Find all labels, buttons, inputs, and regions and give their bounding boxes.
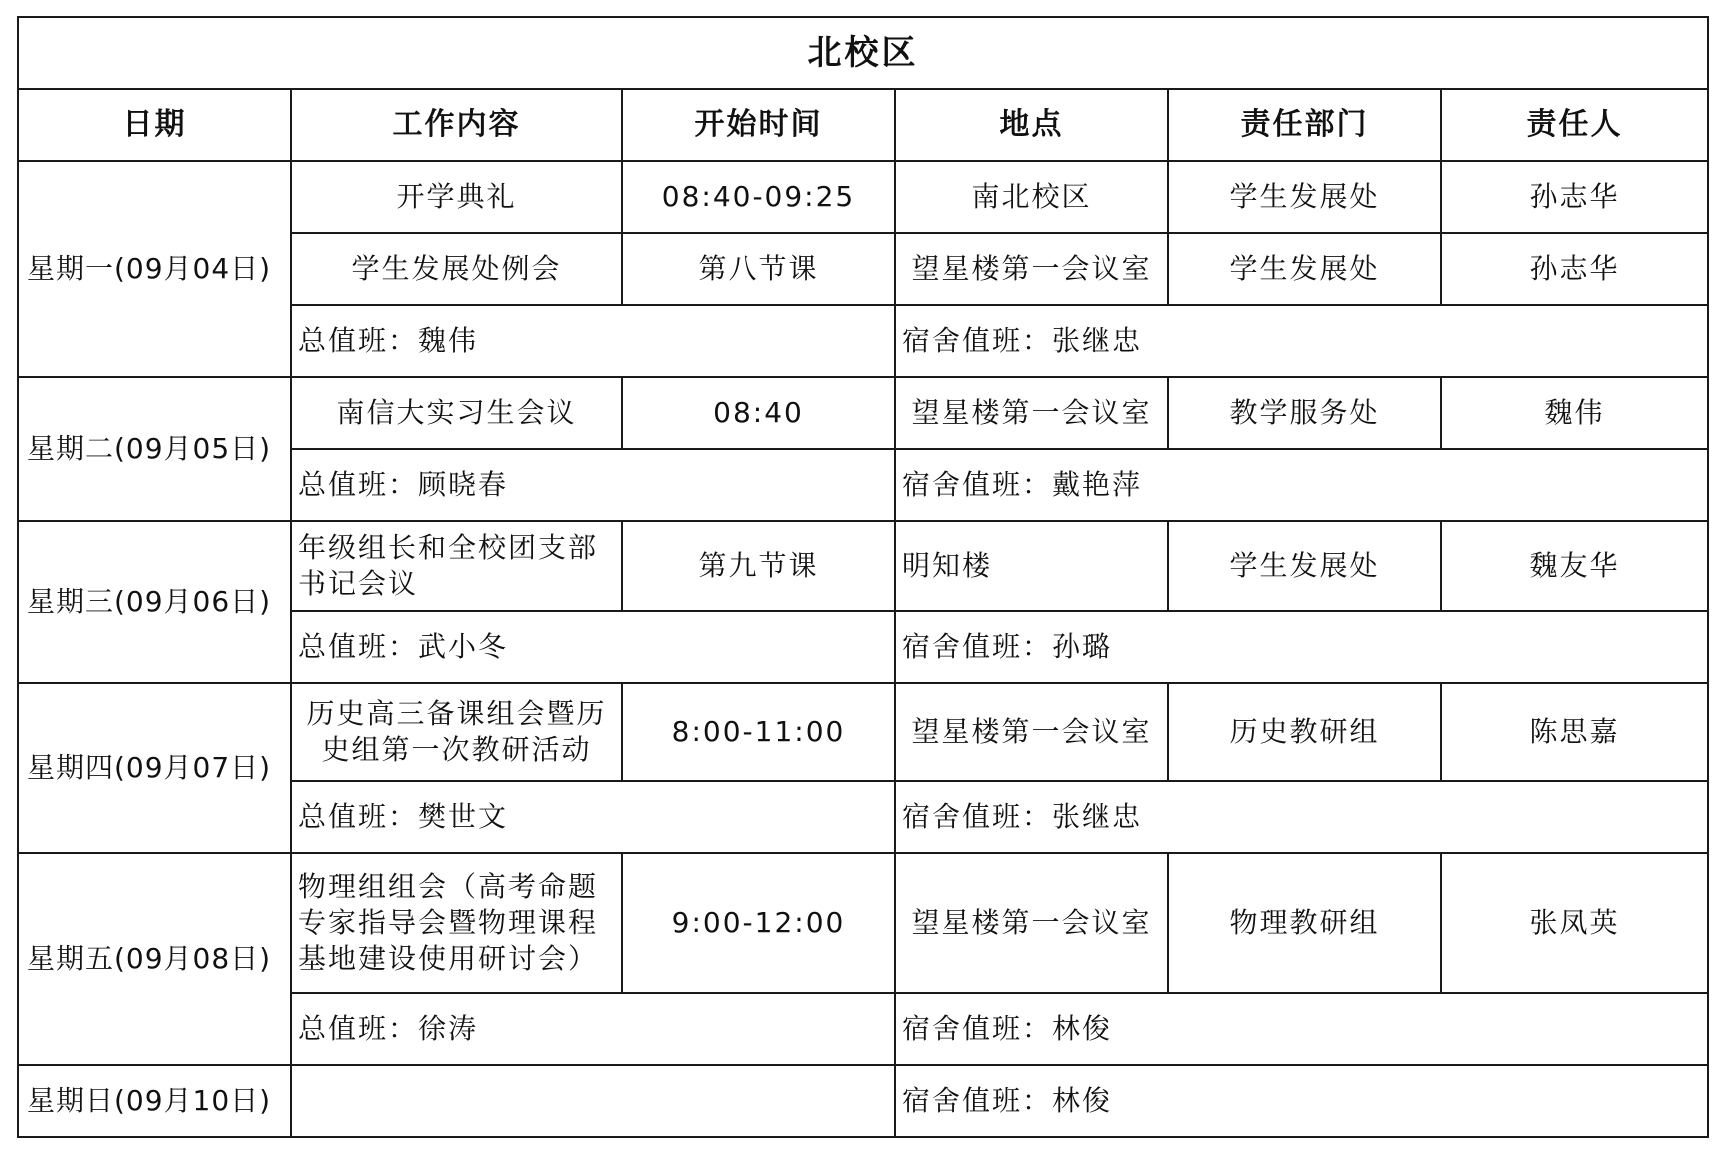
dorm-duty: 宿舍值班：张继忠 [895,781,1708,853]
day-date: 星期一(09月04日) [18,161,291,377]
event-person: 陈思嘉 [1441,683,1708,781]
event-person: 孙志华 [1441,233,1708,305]
day-date: 星期四(09月07日) [18,683,291,853]
dorm-duty: 宿舍值班：林俊 [895,993,1708,1065]
table-row [18,683,1708,781]
general-duty: 总值班：徐涛 [291,993,895,1065]
event-content: 历史高三备课组会暨历史组第一次教研活动 [291,683,622,781]
general-duty: 总值班：顾晓春 [291,449,895,521]
header-date: 日期 [18,89,291,161]
schedule-table [17,16,1709,1138]
event-time: 8:00-11:00 [622,683,895,781]
header-time: 开始时间 [622,89,895,161]
header-person: 责任人 [1441,89,1708,161]
day-date: 星期二(09月05日) [18,377,291,521]
event-content: 物理组组会（高考命题专家指导会暨物理课程基地建设使用研讨会） [291,853,622,993]
header-place: 地点 [895,89,1168,161]
event-time: 第八节课 [622,233,895,305]
event-dept: 教学服务处 [1168,377,1441,449]
event-place: 南北校区 [895,161,1168,233]
event-dept: 学生发展处 [1168,161,1441,233]
general-duty: 总值班：樊世文 [291,781,895,853]
event-person: 张凤英 [1441,853,1708,993]
day-date: 星期日(09月10日) [18,1065,291,1137]
table-row [18,161,1708,233]
dorm-duty: 宿舍值班：林俊 [895,1065,1708,1137]
dorm-duty: 宿舍值班：孙璐 [895,611,1708,683]
event-person: 魏友华 [1441,521,1708,611]
event-time: 9:00-12:00 [622,853,895,993]
event-content: 开学典礼 [291,161,622,233]
event-place: 望星楼第一会议室 [895,233,1168,305]
dorm-duty: 宿舍值班：张继忠 [895,305,1708,377]
event-place: 望星楼第一会议室 [895,853,1168,993]
event-dept: 学生发展处 [1168,233,1441,305]
event-content: 年级组长和全校团支部书记会议 [291,521,622,611]
table-title: 北校区 [18,17,1708,89]
event-content: 学生发展处例会 [291,233,622,305]
table-row [18,1065,1708,1137]
general-duty: 总值班：魏伟 [291,305,895,377]
event-dept: 学生发展处 [1168,521,1441,611]
title-row [18,17,1708,89]
table-row [18,521,1708,611]
event-person: 孙志华 [1441,161,1708,233]
event-place: 望星楼第一会议室 [895,377,1168,449]
header-row [18,89,1708,161]
event-dept: 物理教研组 [1168,853,1441,993]
day-date: 星期五(09月08日) [18,853,291,1065]
table-row [18,377,1708,449]
event-person: 魏伟 [1441,377,1708,449]
dorm-duty: 宿舍值班：戴艳萍 [895,449,1708,521]
event-time: 08:40 [622,377,895,449]
day-date: 星期三(09月06日) [18,521,291,683]
header-content: 工作内容 [291,89,622,161]
event-time: 第九节课 [622,521,895,611]
event-dept: 历史教研组 [1168,683,1441,781]
event-content: 南信大实习生会议 [291,377,622,449]
general-duty [291,1065,895,1137]
event-time: 08:40-09:25 [622,161,895,233]
event-place: 明知楼 [895,521,1168,611]
general-duty: 总值班：武小冬 [291,611,895,683]
header-dept: 责任部门 [1168,89,1441,161]
event-place: 望星楼第一会议室 [895,683,1168,781]
table-row [18,853,1708,993]
